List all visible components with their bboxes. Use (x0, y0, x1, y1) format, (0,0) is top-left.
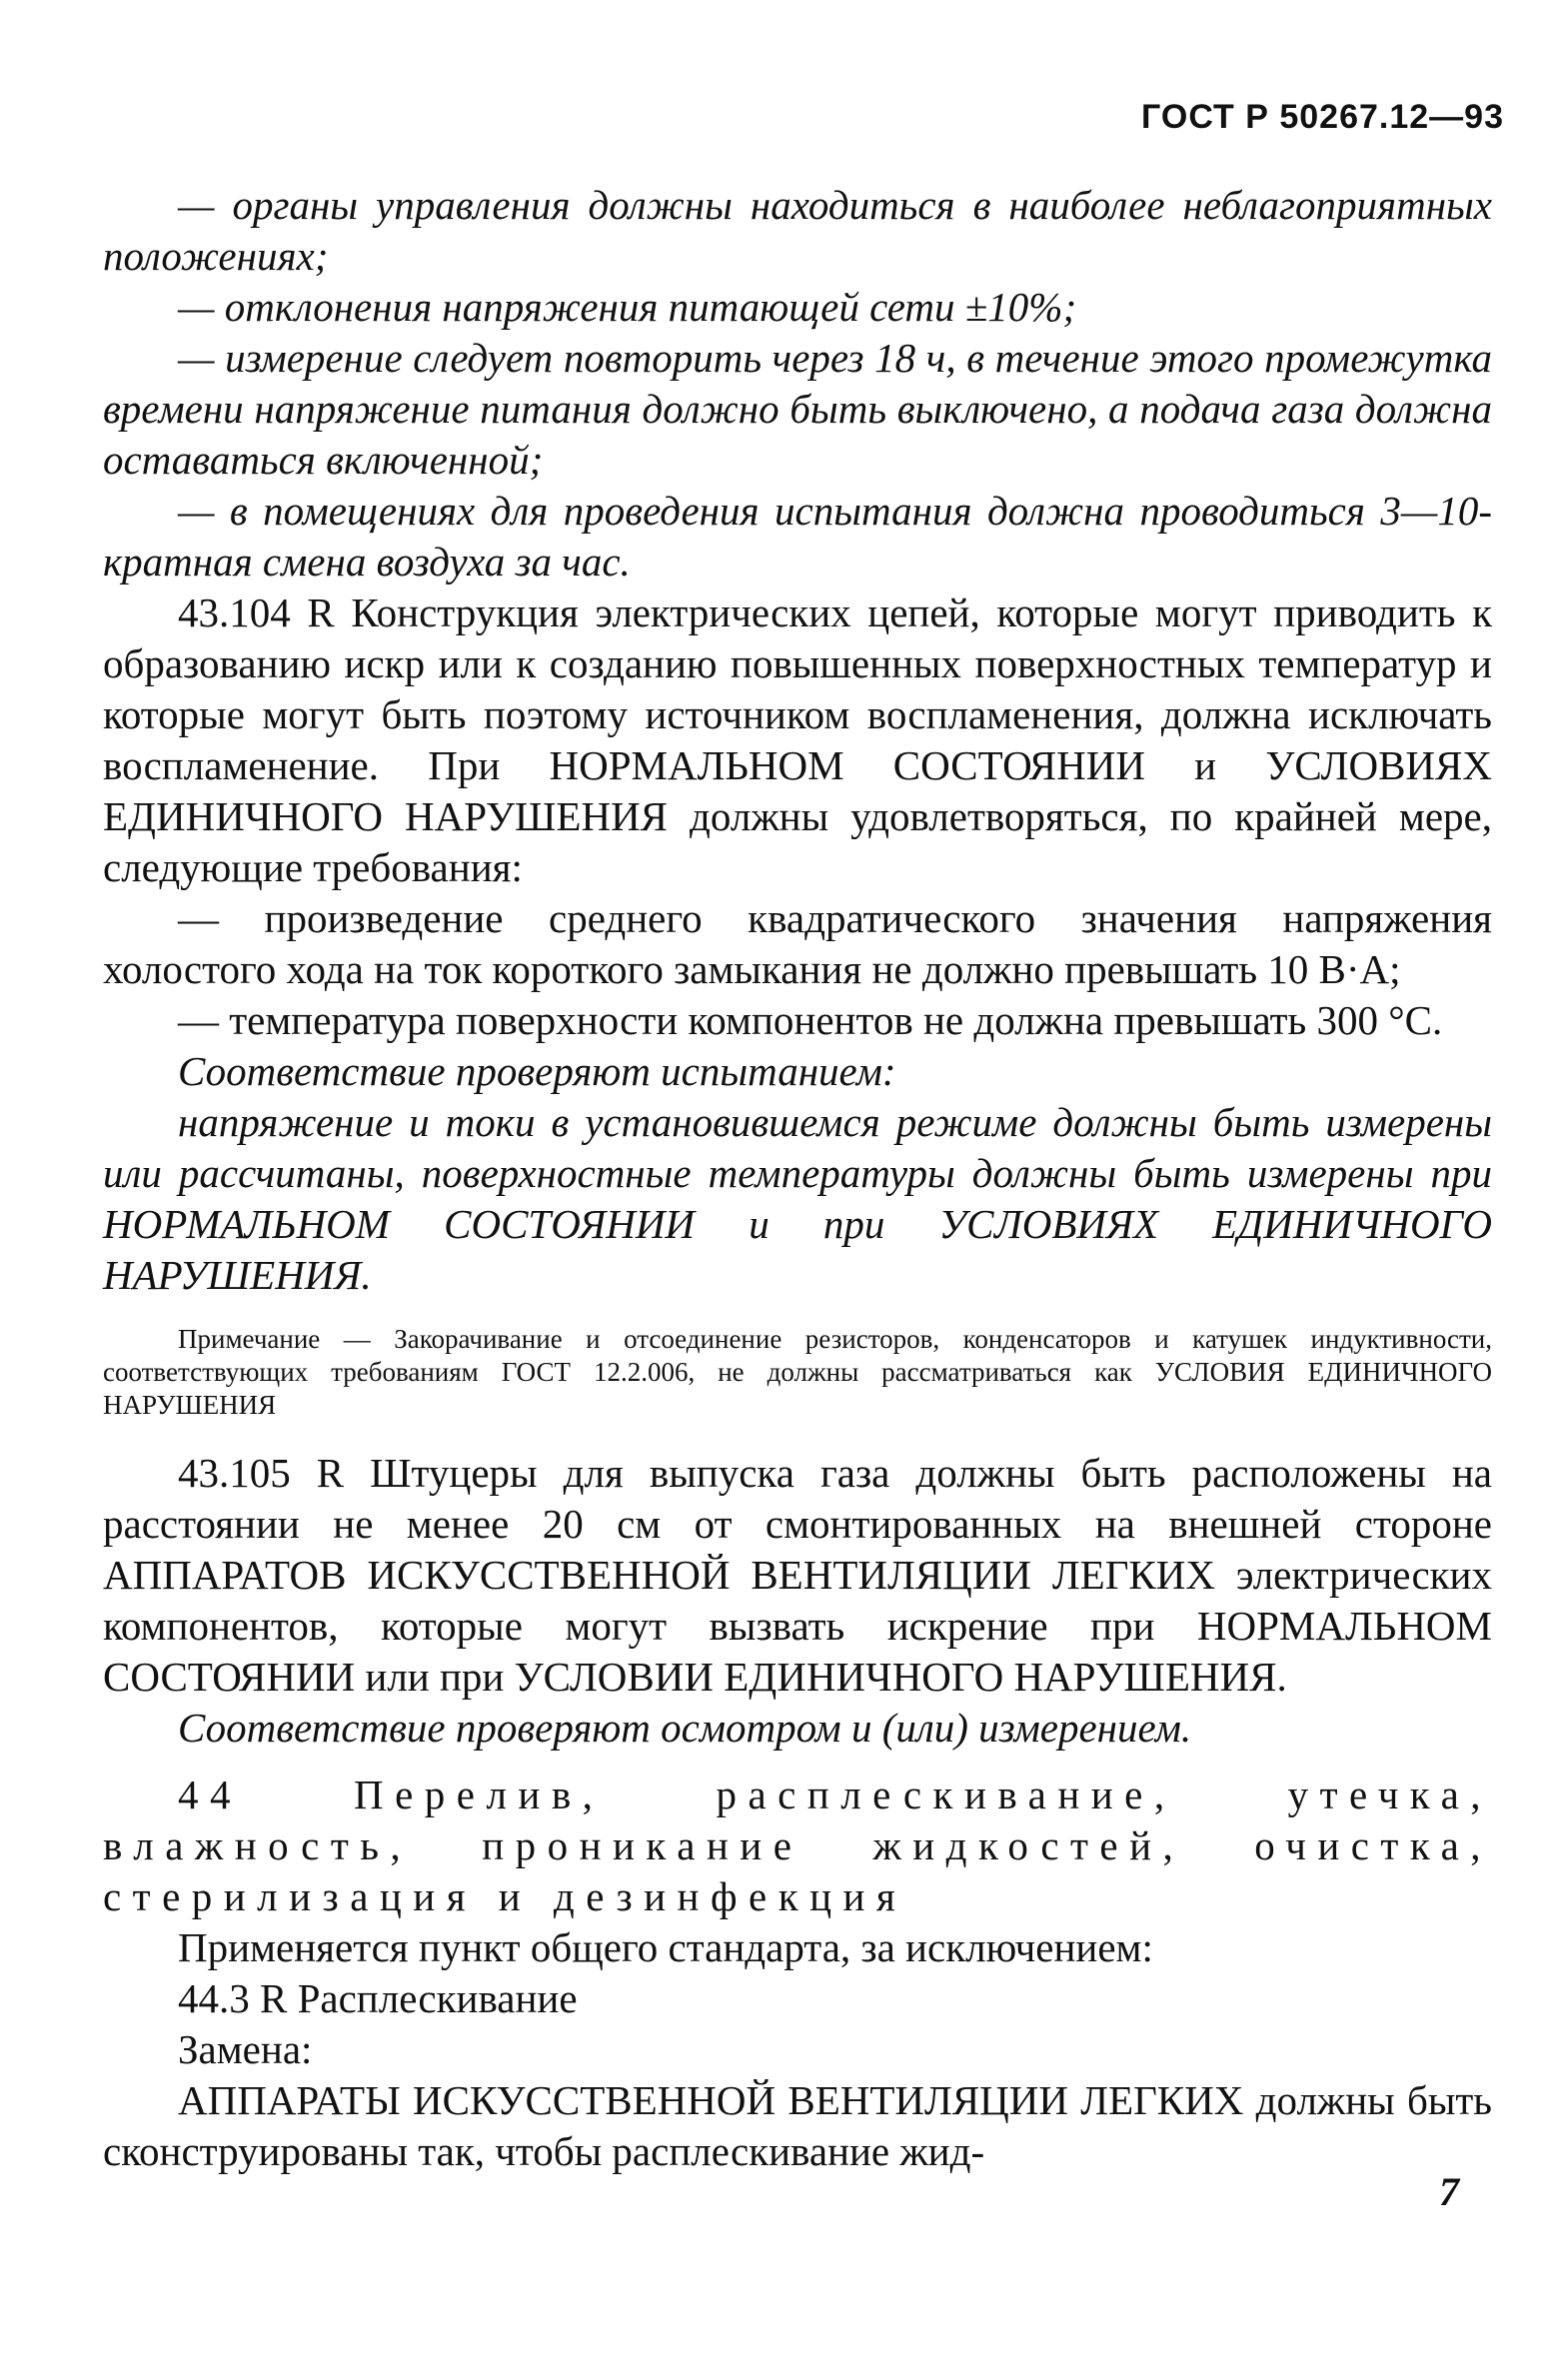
list-item: — отклонения напряжения питающей сети ±10%; (178, 284, 1077, 330)
clause-43-104: 43.104 R Конструкция электрических цепей, которые могут приводить к образованию искр или к созданию повышенных поверхностных температур и которые могут быть поэтому источником воспламенения, должна исключать воспламенение. При НОРМАЛЬНОМ СОСТОЯНИИ и УСЛОВИЯХ ЕДИНИЧНОГО НАРУШЕНИЯ должны удовлетворяться, по крайней мере, следующие требования: (103, 590, 1492, 890)
list-item: — органы управления должны находиться в наиболее неблагоприятных положениях; (103, 182, 1492, 279)
page-number: 7 (1439, 2169, 1459, 2214)
paragraph: Замена: (178, 2026, 313, 2072)
list-item: — температура поверхности компонентов не должна превышать 300 °С. (178, 997, 1443, 1043)
compliance-detail: напряжение и токи в установившемся режиме должны быть измерены или рассчитаны, поверхностные температуры должны быть измерены при НОРМАЛЬНОМ СОСТОЯНИИ и при УСЛОВИЯХ ЕДИНИЧНОГО НАРУШЕНИЯ. (103, 1099, 1492, 1298)
list-item: — измерение следует повторить через 18 ч, в течение этого промежутка времени напряжение питания должно быть выключено, а подача газа должна оставаться включенной; (103, 335, 1492, 483)
clause-43-105: 43.105 R Штуцеры для выпуска газа должны быть расположены на расстоянии не менее 20 см от смонтированных на внешней стороне АППАРАТОВ ИСКУССТВЕННОЙ ВЕНТИЛЯЦИИ ЛЕГКИХ электрических компонентов, которые могут вызвать искрение при НОРМАЛЬНОМ СОСТОЯНИИ или при УСЛОВИИ ЕДИНИЧНОГО НАРУШЕНИЯ. (103, 1450, 1492, 1700)
section-44-heading: 44 Перелив, расплескивание, утечка, влажность, проникание жидкостей, очистка, стерилизация и дезинфекция (103, 1772, 1492, 1919)
clause-44-3-heading: 44.3 R Расплескивание (178, 1975, 578, 2021)
list-item: — произведение среднего квадратического значения напряжения холостого хода на ток короткого замыкания не должно превышать 10 В·А; (103, 895, 1492, 992)
document-body (103, 180, 1492, 2177)
document-header: ГОСТ Р 50267.12—93 (1141, 98, 1504, 136)
compliance-check: Соответствие проверяют осмотром и (или) измерением. (178, 1705, 1192, 1751)
paragraph: Применяется пункт общего стандарта, за исключением: (178, 1924, 1153, 1970)
note: Примечание — Закорачивание и отсоединение резисторов, конденсаторов и катушек индуктивности, соответствующих требованиям ГОСТ 12.2.006, не должны рассматриваться как УСЛОВИЯ ЕДИНИЧНОГО НАРУШЕНИЯ (103, 1324, 1492, 1420)
compliance-check: Соответствие проверяют испытанием: (178, 1048, 896, 1094)
list-item: — в помещениях для проведения испытания должна проводиться 3—10-кратная смена воздуха за час. (103, 488, 1492, 585)
paragraph: АППАРАТЫ ИСКУССТВЕННОЙ ВЕНТИЛЯЦИИ ЛЕГКИХ должны быть сконструированы так, чтобы расплескивание жид- (103, 2077, 1492, 2174)
